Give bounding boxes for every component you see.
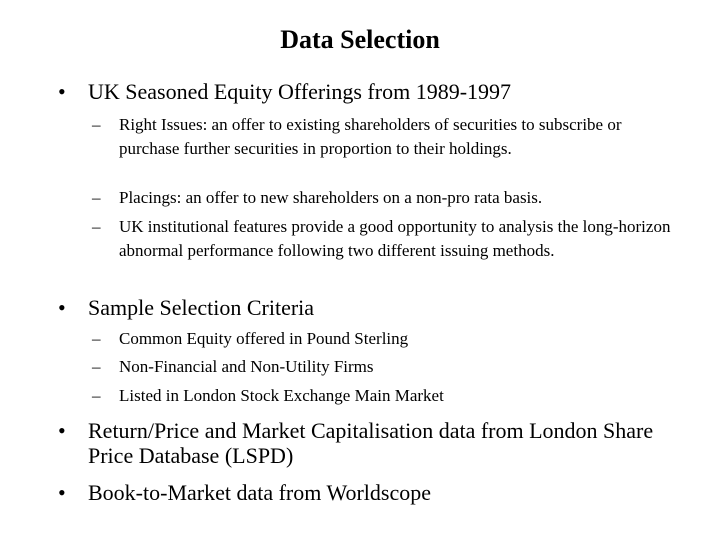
sub-text: UK institutional features provide a good opportunity to analysis the long-horizon abnormal performance following two different issuing methods. xyxy=(119,217,671,260)
sub-dash: – xyxy=(92,386,101,405)
bullet-item xyxy=(58,295,678,320)
bullet-dot: • xyxy=(58,480,66,505)
sub-dash: – xyxy=(92,188,101,207)
sub-text: Non-Financial and Non-Utility Firms xyxy=(119,357,374,376)
sub-dash: – xyxy=(92,357,101,376)
bullet-item xyxy=(58,480,678,505)
bullet-text: UK Seasoned Equity Offerings from 1989-1997 xyxy=(88,79,512,104)
bullet-text: Return/Price and Market Capitalisation data from London Share Price Database (LSPD) xyxy=(88,418,654,468)
bullet-text: Sample Selection Criteria xyxy=(88,295,315,320)
bullet-text: Book-to-Market data from Worldscope xyxy=(88,480,432,505)
bullet-dot: • xyxy=(58,295,66,320)
sub-item xyxy=(92,215,682,263)
sub-text: Common Equity offered in Pound Sterling xyxy=(119,329,409,348)
sub-item xyxy=(92,327,682,351)
bullet-dot: • xyxy=(58,418,66,443)
sub-dash: – xyxy=(92,115,101,134)
sub-text: Listed in London Stock Exchange Main Market xyxy=(119,386,444,405)
slide-title: Data Selection xyxy=(280,25,440,54)
sub-item xyxy=(92,113,682,161)
sub-item xyxy=(92,186,682,210)
sub-dash: – xyxy=(92,329,101,348)
sub-dash: – xyxy=(92,217,101,236)
bullet-item xyxy=(58,79,678,104)
sub-item xyxy=(92,355,682,379)
sub-item xyxy=(92,384,682,408)
bullet-item xyxy=(58,418,678,468)
bullet-dot: • xyxy=(58,79,66,104)
sub-text: Right Issues: an offer to existing shareholders of securities to subscribe or purchase further securities in proportion to their holdings. xyxy=(119,115,622,158)
sub-text: Placings: an offer to new shareholders on a non-pro rata basis. xyxy=(119,188,543,207)
